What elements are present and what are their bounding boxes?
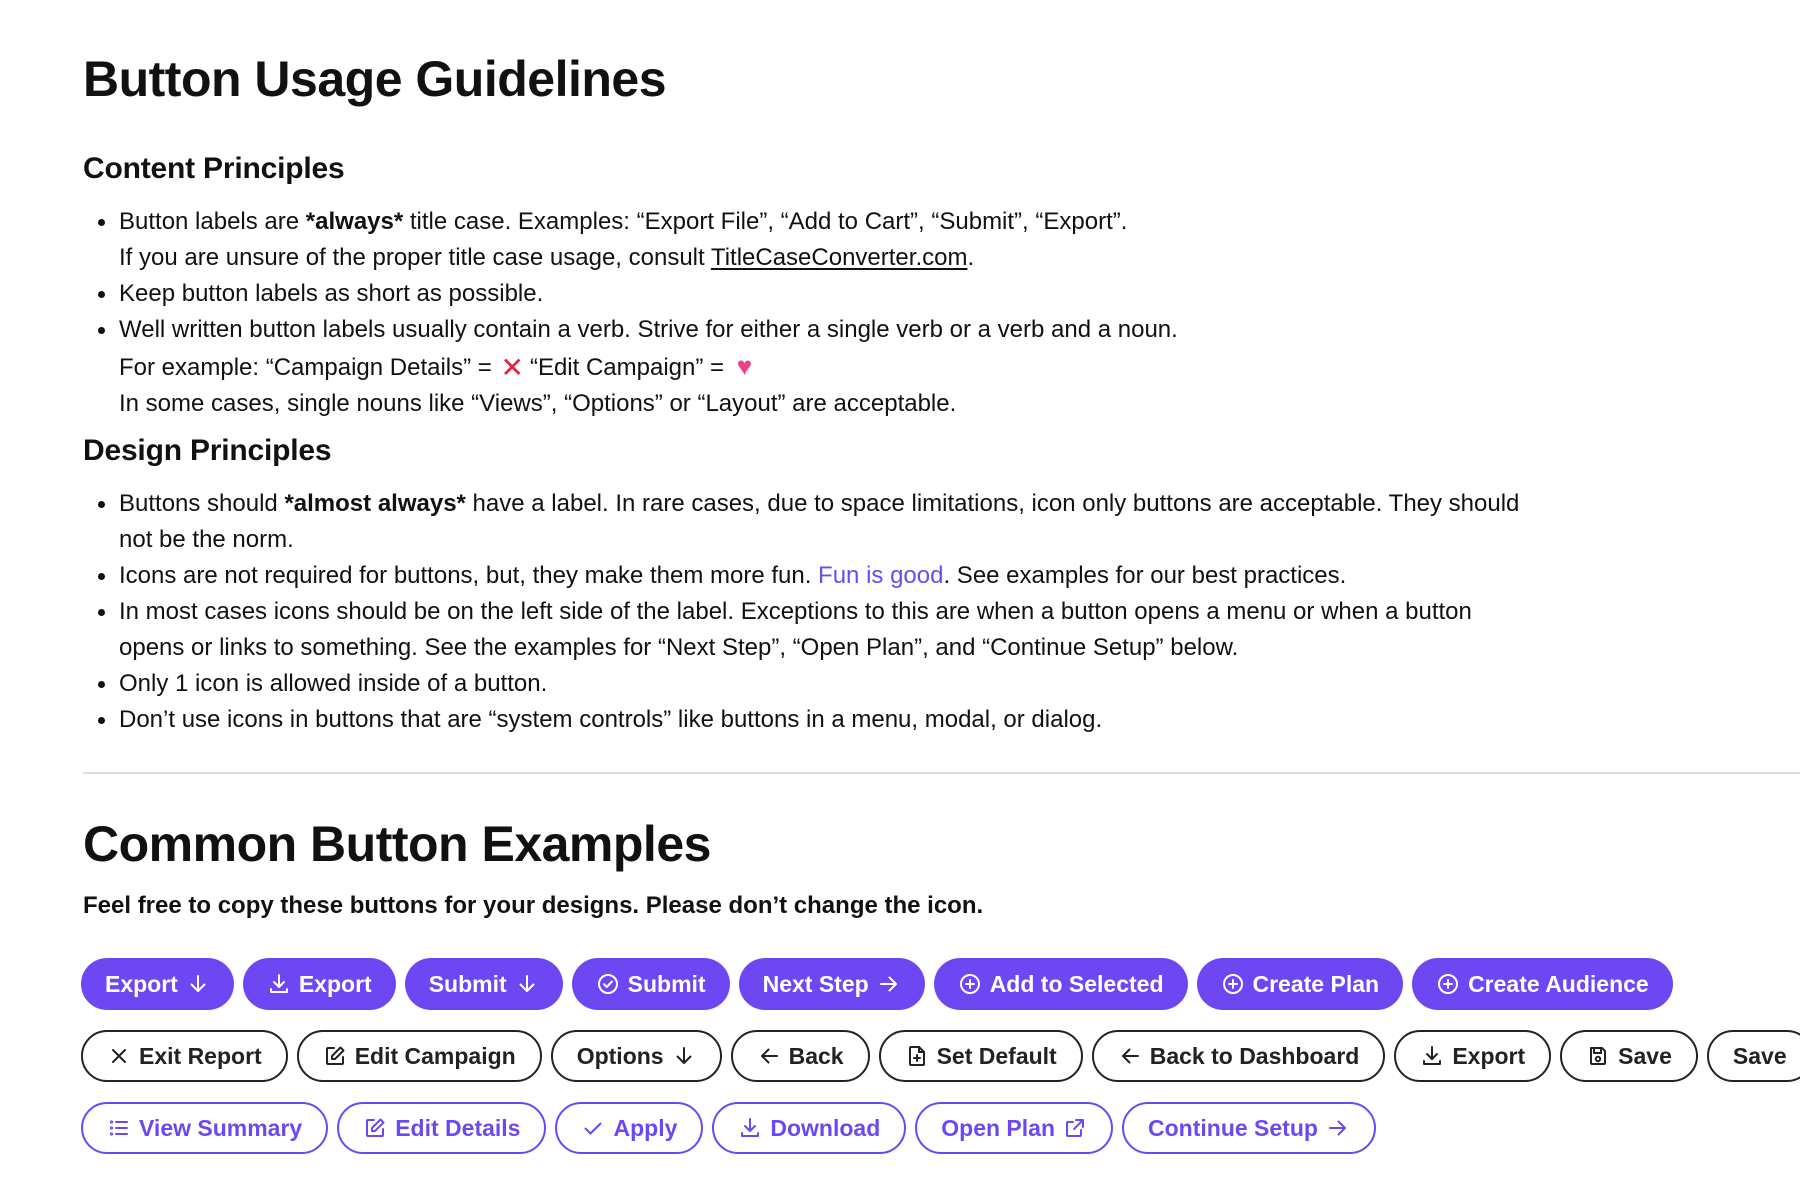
list-item — [83, 204, 1523, 276]
view-summary-button[interactable] — [81, 1102, 328, 1154]
download-icon — [1420, 1044, 1444, 1068]
list-item — [83, 312, 1523, 422]
text: Keep button labels as short as possible. — [119, 280, 544, 307]
set-default-button[interactable] — [879, 1030, 1083, 1082]
plus-circle-icon — [1221, 972, 1245, 996]
content-principles-heading: Content Principles — [83, 152, 345, 185]
text: For example: “Campaign Details” = — [119, 354, 499, 381]
list-item — [83, 594, 1523, 666]
bullet-line — [119, 348, 1523, 386]
button-label: Export — [298, 970, 372, 997]
button-label: Submit — [627, 970, 706, 997]
plus-circle-icon — [958, 972, 982, 996]
submit-button[interactable] — [405, 958, 563, 1010]
arrow-right-icon — [1326, 1116, 1350, 1140]
examples-heading: Common Button Examples — [83, 816, 711, 872]
bullet-line: Well written button labels usually contain a verb. Strive for either a single verb or a verb and a noun. — [119, 316, 1178, 343]
button-label: Export — [105, 970, 178, 997]
export-button[interactable] — [1394, 1030, 1551, 1082]
file-icon — [905, 1044, 929, 1068]
button-label: Create Plan — [1252, 970, 1380, 997]
button-label: Save — [1732, 1042, 1787, 1069]
edit-icon — [363, 1116, 387, 1140]
button-label: Options — [576, 1042, 664, 1069]
plus-circle-icon — [1436, 972, 1460, 996]
create-plan-button[interactable] — [1197, 958, 1404, 1010]
button-label: Edit Details — [395, 1114, 521, 1141]
button-label: Download — [770, 1114, 881, 1141]
arrow-right-icon — [877, 972, 901, 996]
edit-campaign-button[interactable] — [297, 1030, 542, 1082]
submit-button[interactable] — [572, 958, 730, 1010]
button-label: Add to Selected — [989, 970, 1164, 997]
button-label: Export — [1452, 1042, 1526, 1069]
design-principles-list — [83, 486, 1523, 738]
button-label: Back to Dashboard — [1149, 1042, 1360, 1069]
design-principles-heading: Design Principles — [83, 434, 332, 467]
button-label: Submit — [428, 970, 507, 997]
arrow-left-icon — [1118, 1044, 1142, 1068]
list-item — [83, 558, 1523, 594]
bullet-line — [119, 240, 1523, 276]
download-button[interactable] — [712, 1102, 906, 1154]
emphasis-text: *almost always* — [284, 490, 466, 517]
button-label: Apply — [613, 1114, 678, 1141]
section-divider — [83, 772, 1800, 774]
cross-mark-icon: ✕ — [500, 352, 524, 383]
text: Buttons should — [119, 490, 285, 517]
back-to-dashboard-button[interactable] — [1092, 1030, 1386, 1082]
bullet-line: In some cases, single nouns like “Views”, “Options” or “Layout” are acceptable. — [119, 390, 957, 417]
arrow-down-icon — [186, 972, 210, 996]
export-button[interactable] — [243, 958, 396, 1010]
content-principles-list — [83, 204, 1523, 422]
tertiary-buttons-row — [81, 1102, 1376, 1154]
edit-details-button[interactable] — [337, 1102, 546, 1154]
text: Only 1 icon is allowed inside of a button. — [119, 670, 548, 697]
button-label: View Summary — [139, 1114, 303, 1141]
arrow-left-icon — [757, 1044, 781, 1068]
text: Button labels are — [119, 208, 306, 235]
button-label: Next Step — [762, 970, 869, 997]
primary-buttons-row — [81, 958, 1673, 1010]
add-to-selected-button[interactable] — [934, 958, 1188, 1010]
button-label: Edit Campaign — [354, 1042, 516, 1069]
page-title: Button Usage Guidelines — [83, 51, 667, 107]
secondary-buttons-row — [81, 1030, 1800, 1082]
edit-icon — [323, 1044, 347, 1068]
close-icon — [107, 1044, 131, 1068]
fun-is-good-link[interactable]: Fun is good — [818, 562, 944, 589]
options-button[interactable] — [551, 1030, 722, 1082]
text: Don’t use icons in buttons that are “system controls” like buttons in a menu, modal, or dialog. — [119, 706, 1103, 733]
list-item — [83, 276, 1523, 312]
save-icon — [1586, 1044, 1610, 1068]
save-button[interactable] — [1707, 1030, 1800, 1082]
create-audience-button[interactable] — [1412, 958, 1673, 1010]
sparkling-heart-icon: ♥ — [736, 351, 753, 381]
bullet-line — [119, 204, 1523, 240]
button-label: Back — [788, 1042, 844, 1069]
continue-setup-button[interactable] — [1122, 1102, 1376, 1154]
text: . — [967, 244, 975, 271]
list-item — [83, 666, 1523, 702]
button-label: Save — [1618, 1042, 1672, 1069]
button-label: Set Default — [936, 1042, 1057, 1069]
apply-button[interactable] — [555, 1102, 703, 1154]
download-icon — [267, 972, 291, 996]
emphasis-text: *always* — [305, 208, 404, 235]
button-label: Create Audience — [1468, 970, 1649, 997]
button-label: Exit Report — [139, 1042, 262, 1069]
examples-subheading: Feel free to copy these buttons for your designs. Please don’t change the icon. — [83, 892, 984, 919]
text: “Edit Campaign” = — [529, 354, 731, 381]
external-link-icon — [1063, 1116, 1087, 1140]
exit-report-button[interactable] — [81, 1030, 288, 1082]
next-step-button[interactable] — [739, 958, 925, 1010]
download-icon — [738, 1116, 762, 1140]
open-plan-button[interactable] — [915, 1102, 1113, 1154]
check-icon — [581, 1116, 605, 1140]
text: Icons are not required for buttons, but, they make them more fun. — [119, 562, 819, 589]
arrow-down-icon — [672, 1044, 696, 1068]
button-label: Open Plan — [941, 1114, 1056, 1141]
text: title case. Examples: “Export File”, “Add to Cart”, “Submit”, “Export”. — [403, 208, 1128, 235]
save-button[interactable] — [1560, 1030, 1698, 1082]
text: If you are unsure of the proper title case usage, consult — [119, 244, 711, 271]
list-item — [83, 702, 1523, 738]
arrow-down-icon — [515, 972, 539, 996]
list-icon — [107, 1116, 131, 1140]
back-button[interactable] — [731, 1030, 870, 1082]
list-item — [83, 486, 1523, 558]
titlecase-converter-link[interactable]: TitleCaseConverter.com — [710, 244, 968, 271]
export-button[interactable] — [81, 958, 234, 1010]
text: have a label. In rare cases, due to space limitations, icon only buttons are acceptable. They should not be the norm. — [119, 490, 1520, 553]
text: In most cases icons should be on the left side of the label. Exceptions to this are when a button opens a menu or when a button opens or links to something. See the examples for “Next Step”, “Open Plan”, and “Continue Setup” below. — [119, 598, 1472, 661]
check-circle-icon — [596, 972, 620, 996]
button-label: Continue Setup — [1148, 1114, 1318, 1141]
text: . See examples for our best practices. — [943, 562, 1347, 589]
